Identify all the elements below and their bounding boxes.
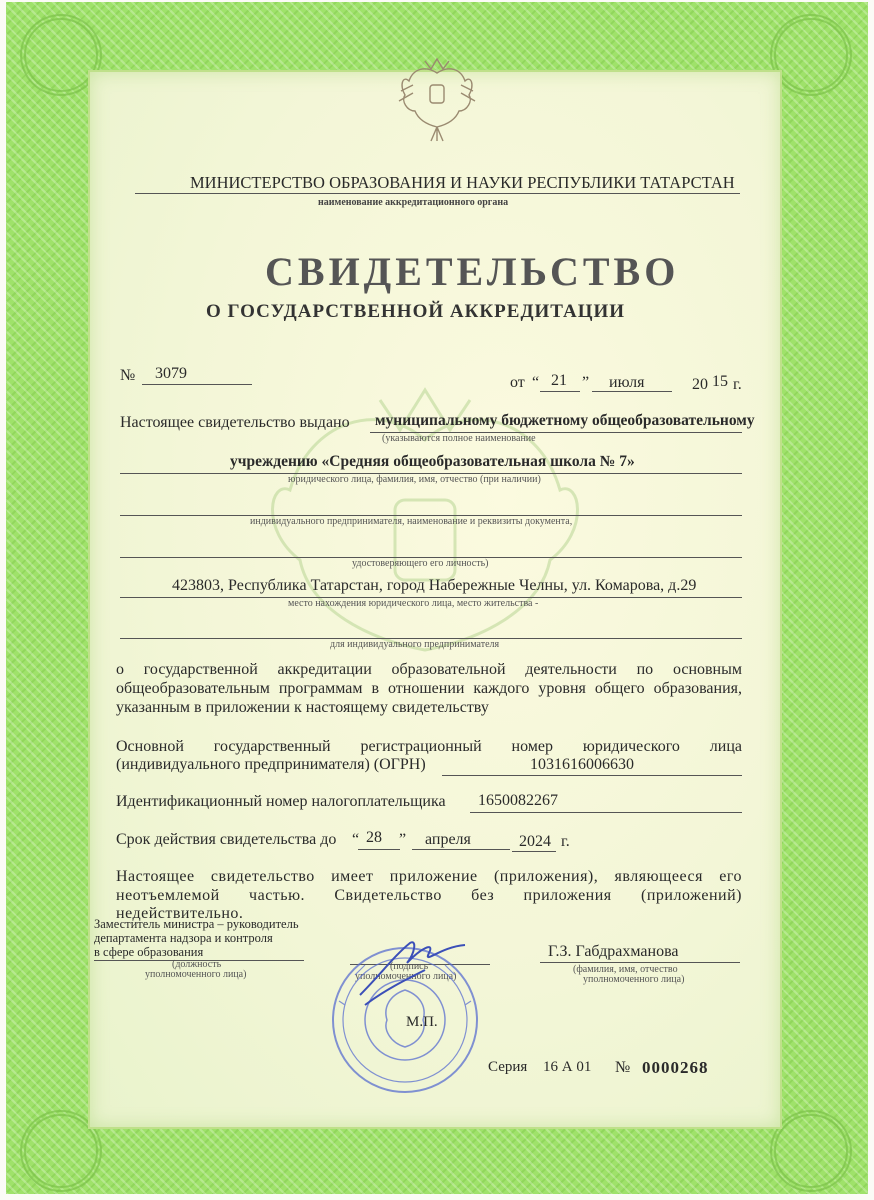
signature-caption1: (подпись — [390, 961, 429, 972]
ogrn-label-line2: (индивидуального предпринимателя) (ОГРН) — [116, 756, 426, 773]
validity-day: 28 — [366, 829, 382, 846]
issued-to-caption3: индивидуального предпринимателя, наименование и реквизиты документа, — [250, 516, 573, 527]
address-caption2: для индивидуального предпринимателя — [330, 639, 500, 650]
position-caption2: уполномоченного лица) — [145, 969, 247, 980]
validity-day-underline — [358, 849, 400, 850]
series-label: Серия — [488, 1059, 528, 1075]
date-day: 21 — [551, 372, 567, 389]
validity-open-quote: “ — [352, 831, 360, 848]
name-underline — [540, 962, 740, 963]
certificate-title: СВИДЕТЕЛЬСТВО — [265, 249, 680, 294]
ogrn-underline — [442, 775, 742, 776]
name-caption1: (фамилия, имя, отчество — [573, 964, 678, 975]
accreditation-text-line3: указанным в приложении к настоящему свидетельству — [116, 699, 489, 716]
inn-label: Идентификационный номер налогоплательщика — [116, 793, 446, 810]
position-caption1: (должность — [172, 959, 222, 970]
address-value: 423803, Республика Татарстан, город Набережные Челны, ул. Комарова, д.29 — [172, 577, 697, 594]
accreditation-text-line1: о государственной аккредитации образовательной деятельности по основным — [116, 661, 742, 678]
ministry-underline — [135, 193, 740, 194]
issued-to-line1: муниципальному бюджетному общеобразовательному — [375, 412, 755, 429]
appendix-text-line1: Настоящее свидетельство имеет приложение (приложения), являющееся его — [116, 868, 742, 885]
signatory-position-line3: в сфере образования — [94, 945, 204, 959]
seal-place-mp: М.П. — [406, 1014, 438, 1030]
issued-to-caption1: (указываются полное наименование — [382, 433, 536, 444]
validity-month-underline — [412, 849, 510, 850]
issued-to-caption2: юридического лица, фамилия, имя, отчество (при наличии) — [288, 474, 541, 485]
number-underline — [142, 384, 252, 385]
corner-ornament — [770, 14, 852, 96]
date-close-quote: ” — [582, 374, 590, 391]
series-number-label: № — [615, 1059, 631, 1076]
validity-year: 2024 — [519, 833, 551, 850]
date-year-unit: г. — [733, 376, 742, 393]
series-number: 0000268 — [642, 1058, 709, 1077]
signatory-name: Г.З. Габдрахманова — [548, 943, 679, 960]
inn-value: 1650082267 — [478, 792, 558, 809]
ministry-name: МИНИСТЕРСТВО ОБРАЗОВАНИЯ И НАУКИ РЕСПУБЛИКИ ТАТАРСТАН — [190, 173, 735, 192]
appendix-text-line3: недействительно. — [116, 905, 244, 922]
validity-year-underline — [512, 851, 556, 852]
validity-close-quote: ” — [399, 831, 407, 848]
date-open-quote: “ — [532, 374, 540, 391]
ministry-caption: наименование аккредитационного органа — [318, 197, 509, 208]
coat-of-arms-icon — [395, 55, 480, 145]
date-year-prefix: 20 — [692, 376, 708, 393]
signatory-position-line1: Заместитель министра – руководитель — [94, 917, 299, 931]
address-caption1: место нахождения юридического лица, место жительства - — [288, 598, 539, 609]
issued-to-line2: учреждению «Средняя общеобразовательная школа № 7» — [230, 453, 635, 470]
number-label: № — [120, 367, 136, 384]
inn-underline — [470, 812, 742, 813]
date-month: июля — [609, 374, 645, 391]
date-day-underline — [540, 391, 580, 392]
issued-to-label: Настоящее свидетельство выдано — [120, 414, 350, 431]
name-caption2: уполномоченного лица) — [583, 974, 685, 985]
signatory-position-line2: департамента надзора и контроля — [94, 931, 273, 945]
validity-month: апреля — [425, 831, 471, 848]
corner-ornament — [770, 1110, 852, 1192]
accreditation-text-line2: общеобразовательным программам в отношении каждого уровня общего образования, — [116, 680, 742, 697]
series-value: 16 А 01 — [543, 1059, 592, 1075]
issued-to-caption4: удостоверяющего его личность) — [352, 558, 489, 569]
date-from: от — [510, 374, 525, 391]
date-year-suffix: 15 — [712, 373, 728, 390]
signature-caption2: уполномоченного лица) — [355, 971, 457, 982]
ogrn-value: 1031616006630 — [530, 756, 634, 773]
official-stamp — [325, 935, 485, 1100]
validity-label: Срок действия свидетельства до — [116, 831, 337, 848]
certificate-subtitle: О ГОСУДАРСТВЕННОЙ АККРЕДИТАЦИИ — [206, 301, 626, 322]
date-month-underline — [592, 391, 672, 392]
certificate-number: 3079 — [155, 365, 187, 382]
appendix-text-line2: неотъемлемой частью. Свидетельство без приложения (приложений) — [116, 887, 742, 904]
validity-unit: г. — [561, 833, 570, 850]
ogrn-label-line1: Основной государственный регистрационный номер юридического лица — [116, 738, 742, 755]
